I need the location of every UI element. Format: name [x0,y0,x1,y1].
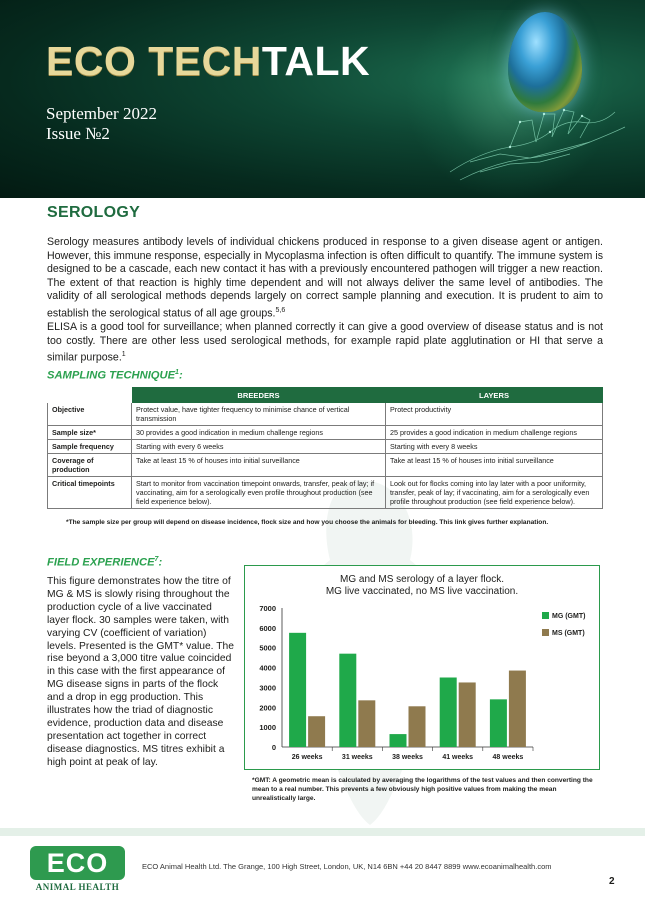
reference-superscript: 1 [175,369,179,376]
legend-label: MG (GMT) [552,613,586,620]
sampling-heading-text: SAMPLING TECHNIQUE [47,369,176,382]
digital-hand-image [440,92,630,182]
reference-superscript: 7 [154,556,159,563]
serology-text-2: ELISA is a good tool for surveillance; when planned correctly it can give a good overview of disease status and is not too costly. There are other less used serological methods, for example rapid plate agglutination or HI that serve a similar purpose. [47,321,603,364]
serology-heading: SEROLOGY [47,204,141,221]
field-heading-text: FIELD EXPERIENCE [47,556,155,569]
field-experience-text: This figure demonstrates how the titre of MG & MS is slowly rising throughout the production cycle of a live vaccinated layer flock. 30 samples were taken, with varying CV (coefficient of variation) levels. Presented is the GMT* value. The rise beyond a 3,000 titre value coincided in this case with the first appearance of MG disease signs in parts of the flock and a drop in egg production. This illustrates how the triad of diagnostic evidence, production data and disease presentation act together in correct disease diagnostics. MS titres exhibit a high point at peak of lay. [47,576,234,768]
row-label: Sample frequency [48,440,132,454]
issue-date: September 2022 [46,104,157,123]
bar-ms-gmt [459,682,476,747]
logo-subtext: ANIMAL HEALTH [35,882,120,892]
y-tick-label: 6000 [259,623,276,633]
breeders-cell: Start to monitor from vaccination timepoint onwards, transfer, peak of lay; if vaccinating, aim for a serologically even profile throughout production (see field experience below). [132,477,386,509]
y-tick-label: 3000 [259,683,276,693]
layers-cell: Protect productivity [386,403,603,426]
legend-swatch [542,612,549,619]
bar-ms-gmt [308,716,325,747]
bar-ms-gmt [409,706,426,747]
layers-cell: Starting with every 8 weeks [386,440,603,454]
table-header-row [48,388,603,403]
y-tick-label: 7000 [259,604,276,613]
y-tick-label: 0 [271,743,276,752]
sampling-heading [47,369,183,382]
field-experience-heading [47,556,162,569]
eco-logo [30,846,125,894]
row-label: Sample size* [48,426,132,440]
issue-number: Issue №2 [46,124,110,143]
bar-mg-gmt [390,734,407,747]
row-label: Objective [48,403,132,426]
breeders-cell: 30 provides a good indication in medium challenge regions [132,426,386,440]
gmt-footnote: *GMT: A geometric mean is calculated by averaging the logarithms of the test values and then converting the mean to a real number. This prevents a few obviously high positive values from making the mean unrealistically large. [252,777,593,802]
x-tick-label: 41 weeks [442,754,474,761]
serology-chart [244,565,600,770]
breeders-cell: Protect value, have tighter frequency to minimise chance of vertical transmission [132,403,386,426]
legend-swatch [542,629,549,636]
row-label: Coverage of production [48,454,132,477]
breeders-cell: Take at least 15 % of houses into initial surveillance [132,454,386,477]
title-eco-tech: ECO TECH [46,38,262,84]
y-tick-label: 4000 [259,663,276,673]
sample-size-footnote [66,519,548,526]
y-tick-label: 1000 [259,723,276,733]
table-row [48,403,603,426]
y-tick-label: 5000 [259,643,276,653]
bar-ms-gmt [509,671,526,747]
reference-superscript: 1 [121,351,126,359]
chart-title: MG and MS serology of a layer flock. [340,574,504,585]
title-talk: TALK [261,38,371,84]
serology-paragraph-2 [47,321,603,365]
header-banner [0,0,645,198]
layers-cell: Take at least 15 % of houses into initial surveillance [386,454,603,477]
serology-paragraph-1 [47,236,603,321]
legend-label: MS (GMT) [552,630,585,637]
x-tick-label: 31 weeks [341,754,373,761]
company-address: ECO Animal Health Ltd. The Grange, 100 High Street, London, UK, N14 6BN +44 20 8447 8899 www.ecoanimalhealth.com [142,862,552,871]
layers-cell: 25 provides a good indication in medium challenge regions [386,426,603,440]
table-row [48,440,603,454]
breeders-cell: Starting with every 6 weeks [132,440,386,454]
chart-title: MG live vaccinated, no MS live vaccination. [325,586,519,597]
bar-mg-gmt [339,654,356,747]
row-label: Critical timepoints [48,477,132,509]
bar-mg-gmt [490,699,507,747]
serology-bar-chart [245,566,599,769]
reference-superscript: 5,6 [275,306,286,314]
field-heading-colon: : [158,556,163,569]
x-tick-label: 26 weeks [291,754,323,761]
bar-ms-gmt [358,700,375,747]
bar-mg-gmt [440,678,457,748]
sample-size-footnote-text: *The sample size per group will depend on disease incidence, flock size and how you choose the animals for bleeding. This link gives further explanation. [66,519,549,526]
x-tick-label: 38 weeks [392,754,423,761]
table-header-breeders: BREEDERS [132,388,386,403]
table-row [48,454,603,477]
logo-eco-text: ECO [30,846,125,880]
footer-band [0,828,645,836]
table-header-layers: LAYERS [386,388,603,403]
y-tick-label: 2000 [259,703,276,713]
table-header-blank [48,388,132,403]
sampling-heading-colon: : [178,369,183,382]
table-row [48,426,603,440]
page-number: 2 [609,876,615,887]
newsletter-title [46,38,370,85]
serology-text-1: Serology measures antibody levels of individual chickens produced in response to a given disease agent or antigen. However, this immune response, especially in Mycoplasma infection is often difficult to quantify. The immune system is designed to be a cascade, each new contact it has with a previously encountered pathogen will trigger a new reaction. The extent of that reaction is highly time dependent and will not always deliver the same level of antibodies. The validity of all serological methods depends largely on correct sample planning and execution. It is prudent to aim to establish the serological status of all age groups. [47,236,603,320]
layers-cell: Look out for flocks coming into lay later with a poor uniformity, transfer, peak of lay; if vaccinating, aim for a serologically even profile throughout production (see field experience below). [386,477,603,509]
x-tick-label: 48 weeks [492,754,524,761]
bar-mg-gmt [289,633,306,747]
table-row [48,477,603,509]
sampling-table [47,387,603,509]
serology-intro [47,236,603,365]
